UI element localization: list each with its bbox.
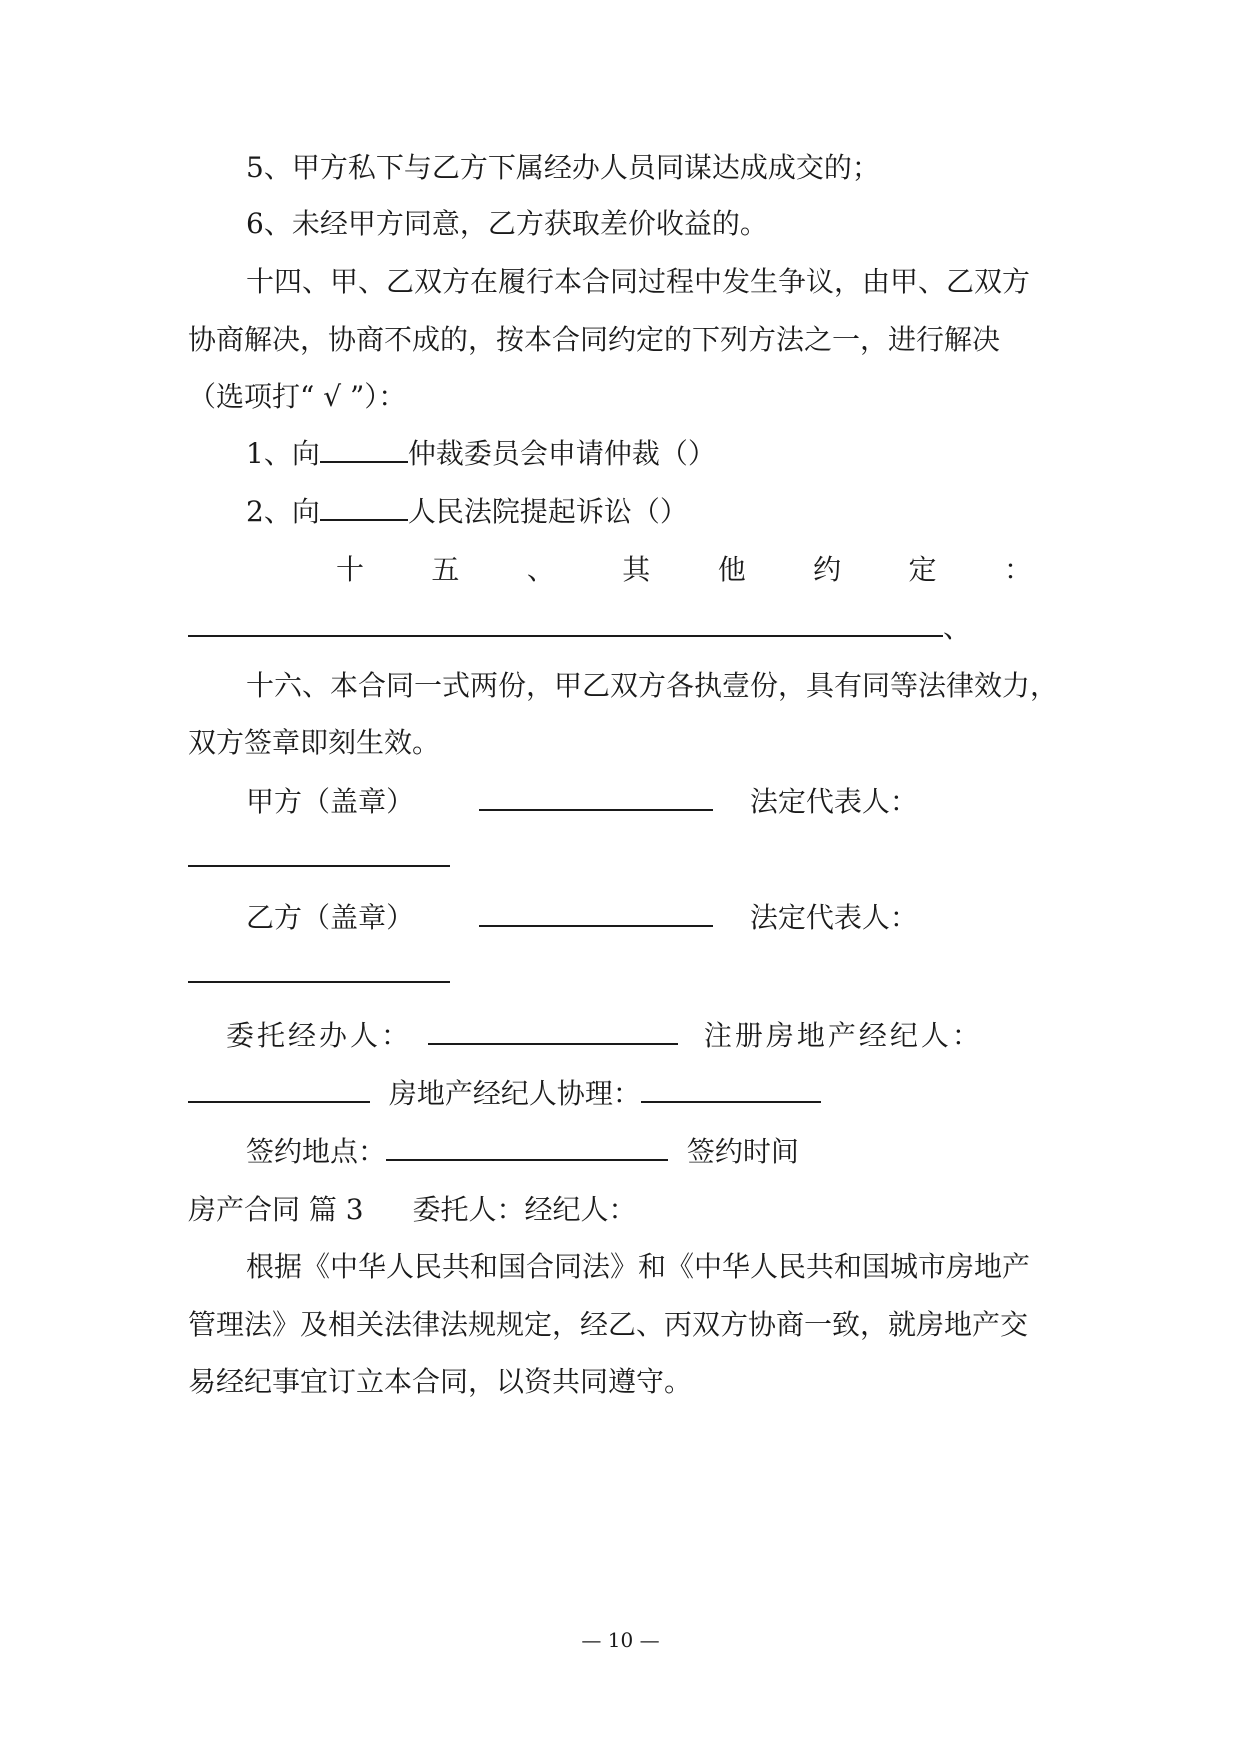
a15-char: ： — [1003, 553, 1032, 586]
option-arbitration-text: 仲裁委员会申请仲裁（） — [407, 437, 716, 470]
a15-char: 五 — [431, 553, 460, 586]
a15-char: 十 — [336, 553, 365, 586]
option-litigation — [246, 492, 1058, 532]
a15-char: 约 — [813, 553, 842, 586]
clause-6: 6、未经甲方同意，乙方获取差价收益的。 — [246, 207, 768, 240]
article-14-line2: 协商解决，协商不成的，按本合同约定的下列方法之一，进行解决 — [188, 323, 1001, 356]
option-arbitration — [246, 434, 1058, 474]
registered-broker-blank — [188, 1075, 370, 1103]
page-number: — 10 — — [581, 1628, 660, 1652]
article-15-heading — [336, 550, 1032, 590]
agent-row — [226, 1016, 1056, 1056]
party-a-signature-row — [246, 782, 1056, 822]
broker-assistant-blank — [641, 1075, 821, 1103]
a15-char: 其 — [622, 553, 651, 586]
party-b-seal-blank — [479, 899, 713, 927]
option-litigation-prefix: 2、向 — [246, 495, 320, 528]
contract-3-header — [188, 1190, 1058, 1230]
party-a-rep-label: 法定代表人： — [749, 785, 918, 818]
article-14-line1: 十四、甲、乙双方在履行本合同过程中发生争议，由甲、乙双方 — [246, 265, 1031, 298]
article-15-end: 、 — [943, 611, 972, 644]
a15-char: 定 — [908, 553, 937, 586]
contract-3-parties: 委托人：经纪人： — [412, 1193, 637, 1226]
a15-char: 他 — [717, 553, 746, 586]
agent-blank — [428, 1017, 678, 1045]
article-14-line3: （选项打“ √ ”）： — [188, 380, 407, 413]
broker-assistant-row — [188, 1074, 1058, 1114]
clause-5: 5、甲方私下与乙方下属经办人员同谋达成成交的； — [246, 151, 880, 184]
party-a-rep-blank — [188, 839, 450, 867]
party-b-rep-blank — [188, 955, 450, 983]
arbitration-blank — [320, 435, 408, 463]
court-blank — [320, 493, 408, 521]
contract-3-intro-line3: 易经纪事宜订立本合同，以资共同遵守。 — [188, 1365, 693, 1398]
signing-place-blank — [386, 1133, 668, 1161]
party-a-rep-blank-line — [188, 838, 1058, 878]
contract-3-intro-line1: 根据《中华人民共和国合同法》和《中华人民共和国城市房地产 — [246, 1250, 1031, 1283]
a15-char: 、 — [526, 553, 555, 586]
option-litigation-text: 人民法院提起诉讼（） — [407, 495, 688, 528]
contract-3-title: 房产合同 篇 3 — [188, 1193, 364, 1226]
party-b-rep-label: 法定代表人： — [749, 901, 918, 934]
party-b-signature-row — [246, 898, 1056, 938]
broker-assistant-label: 房地产经纪人协理： — [388, 1077, 641, 1110]
article-15-blank-line — [188, 608, 1058, 648]
article-16-line2: 双方签章即刻生效。 — [188, 726, 441, 759]
article-16-line1: 十六、本合同一式两份，甲乙双方各执壹份，具有同等法律效力， — [246, 669, 1059, 702]
party-a-seal-blank — [479, 783, 713, 811]
option-arbitration-prefix: 1、向 — [246, 437, 320, 470]
registered-broker-label: 注册房地产经纪人： — [703, 1019, 983, 1052]
contract-3-intro-line2: 管理法》及相关法律法规规定，经乙、丙双方协商一致，就房地产交 — [188, 1308, 1029, 1341]
party-a-label: 甲方（盖章） — [246, 785, 415, 818]
signing-row — [246, 1132, 1058, 1172]
agent-label: 委托经办人： — [226, 1019, 413, 1052]
signing-time-label: 签约时间 — [686, 1135, 799, 1168]
signing-place-label: 签约地点： — [246, 1135, 387, 1168]
other-terms-blank — [188, 609, 943, 637]
party-b-rep-blank-line — [188, 954, 1058, 994]
party-b-label: 乙方（盖章） — [246, 901, 415, 934]
